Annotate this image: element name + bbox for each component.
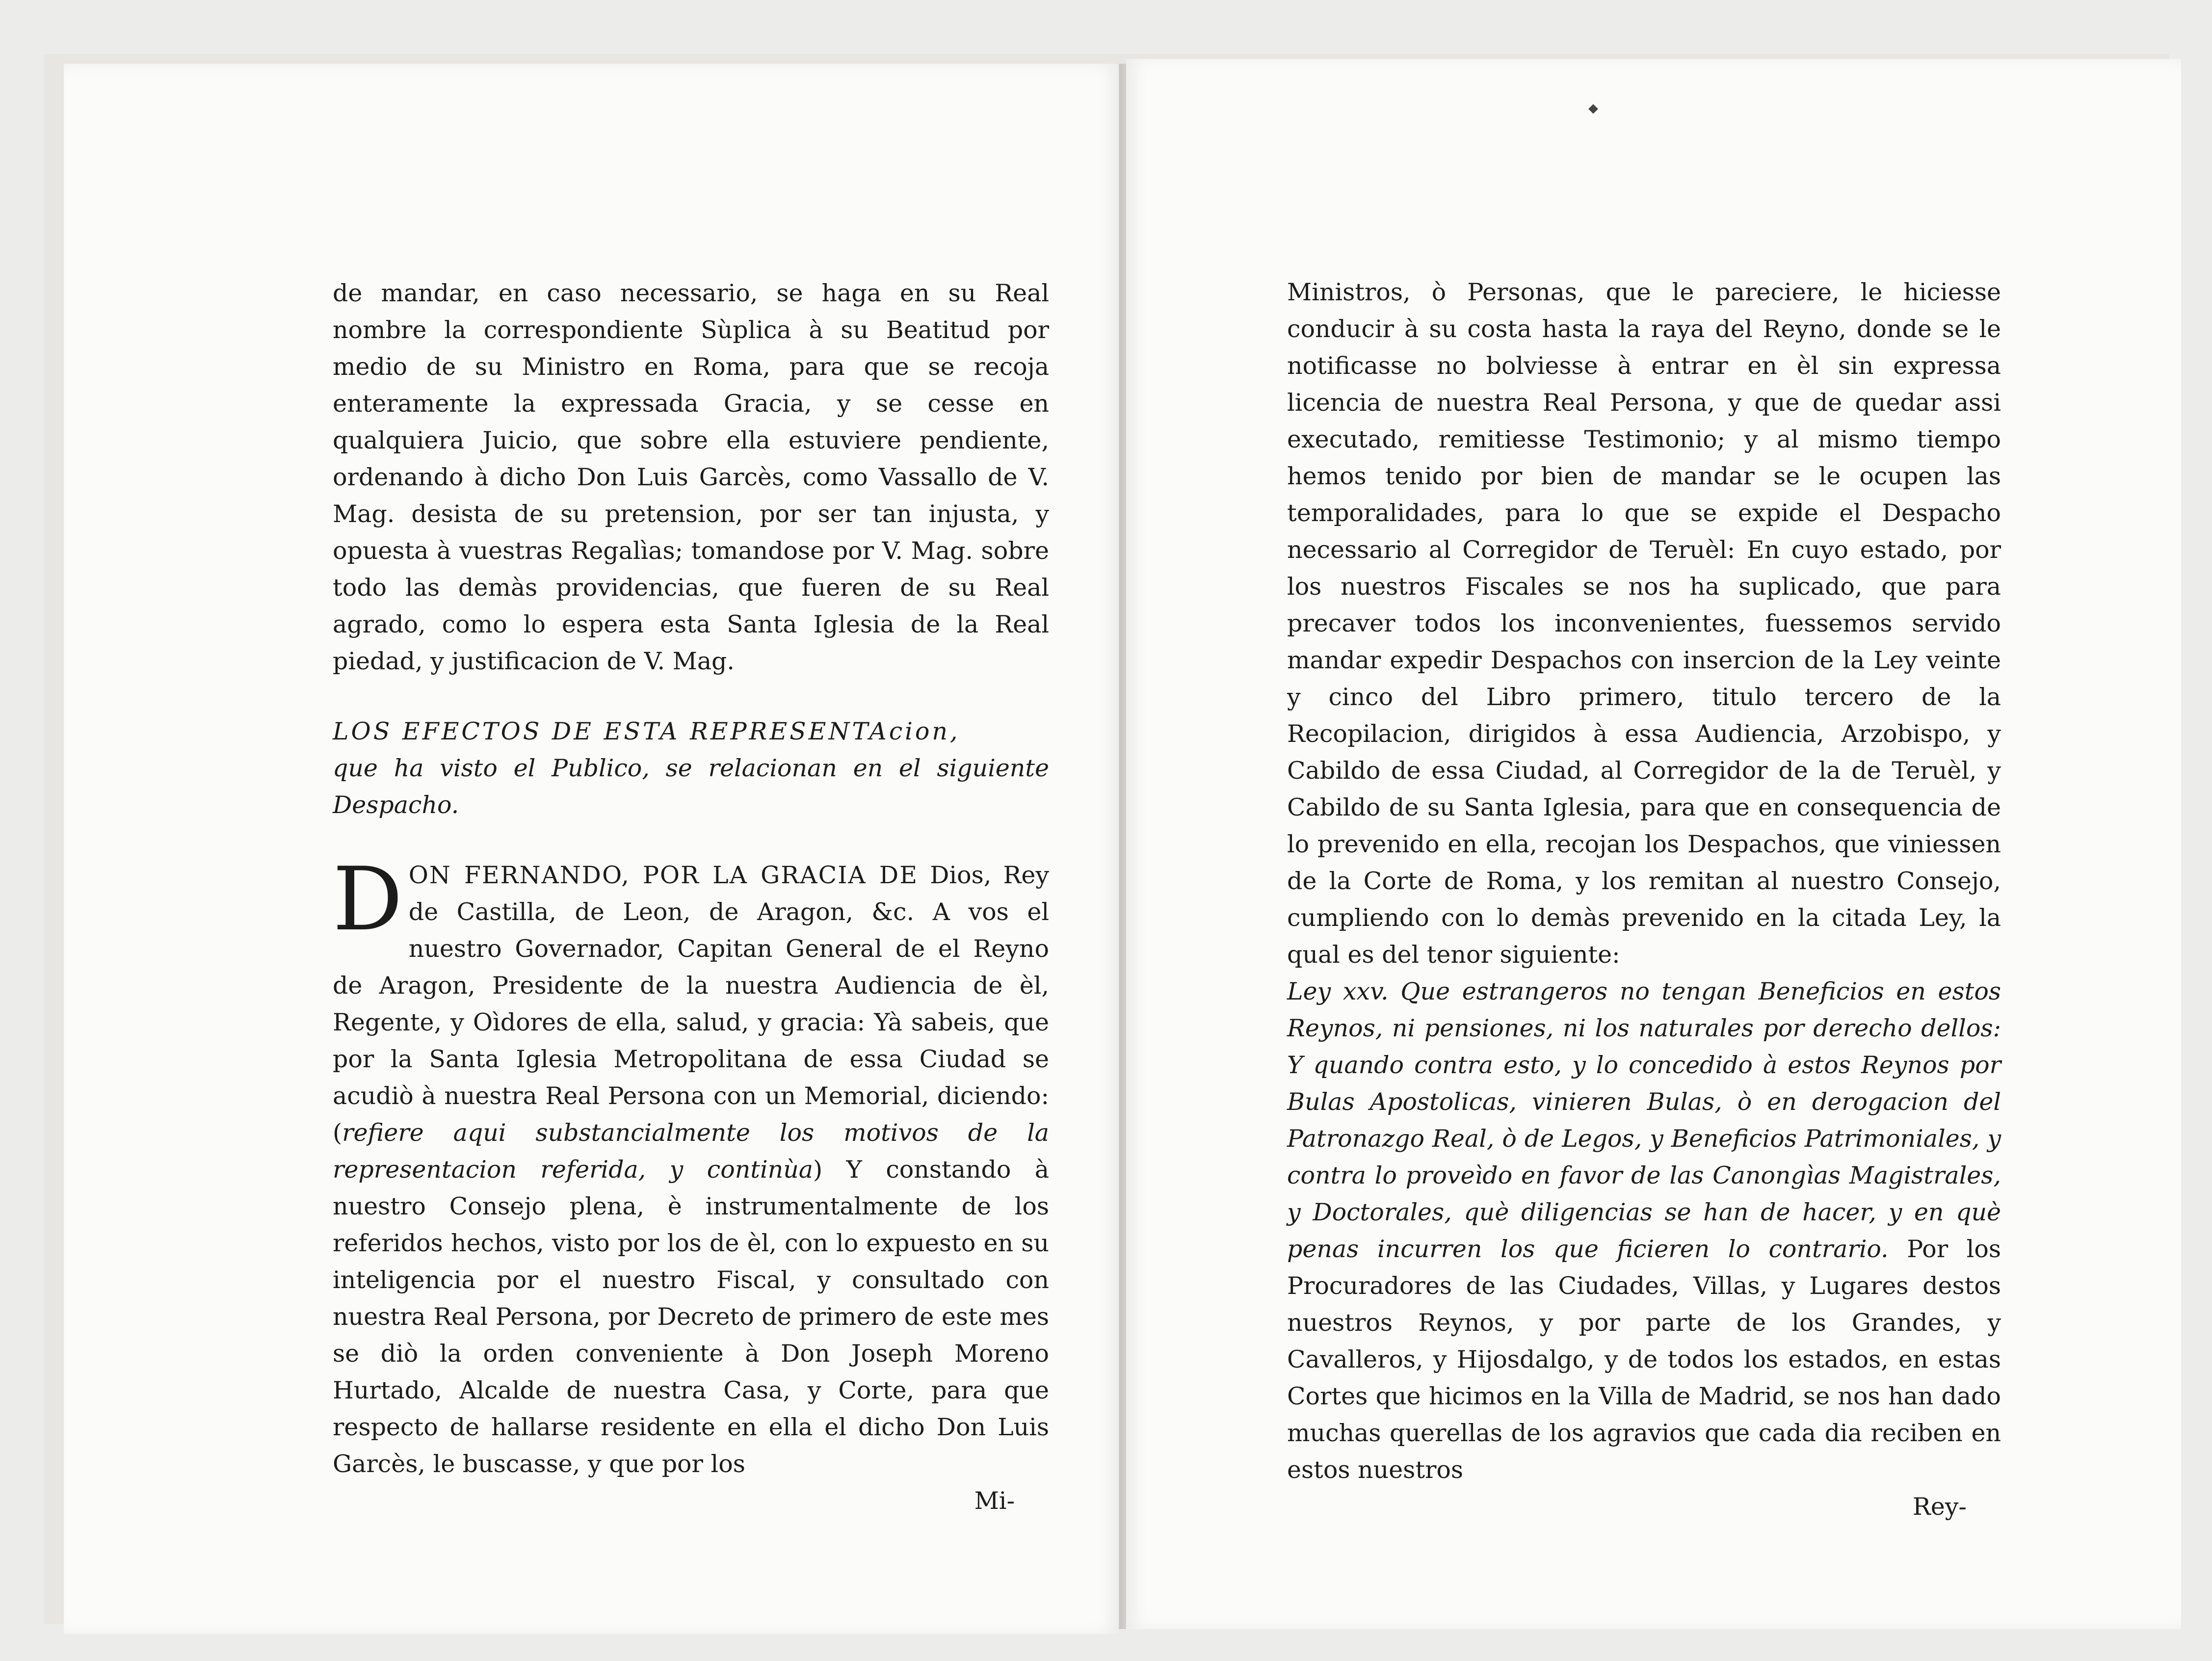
left-text-column xyxy=(333,275,1049,1519)
book-spread xyxy=(44,54,2169,1624)
left-catchword: Mi- xyxy=(974,1487,1015,1515)
left-page xyxy=(64,64,1119,1634)
page-mark-icon xyxy=(1588,104,1598,114)
left-paragraph-1: de mandar, en caso necessario, se haga en su Real nombre la correspondiente Sùplica à su Beatitud por medio de su Ministro en Roma, para que se recoja enteramente la expressada Gracia, y se cesse en qualquiera Juicio, que sobre ella estuviere pendiente, ordenando à dicho Don Luis Garcès, como Vassallo de V. Mag. desista de su pretension, por ser tan injusta, y opuesta à vuestras Regalìas; tomandose por V. Mag. sobre todo las demàs providencias, que fueren de su Real agrado, como lo espera esta Santa Iglesia de la Real piedad, y justificacion de V. Mag. xyxy=(333,279,1049,675)
drop-cap: D xyxy=(333,848,403,950)
decree-text-1: Dios, Rey de Castilla, de Leon, de Aragon, &c. A vos el nuestro Governador, Capitan General de el Reyno de Aragon, Presidente de la nuestra Audiencia de èl, Regente, y Oìdores de ella, salud, y gracia: Yà sabeis, que por la Santa Iglesia Metropolitana de essa Ciudad se acudiò à nuestra Real Persona con un Memorial, diciendo: ( xyxy=(333,861,1049,1147)
decree-paragraph xyxy=(333,848,1049,1482)
section-heading: LOS EFECTOS DE ESTA REPRESENTAcion, xyxy=(333,717,960,745)
section-subheading: que ha visto el Publico, se relacionan en el siguiente Despacho. xyxy=(333,754,1049,819)
right-paragraph-1: Ministros, ò Personas, que le pareciere, le hiciesse conducir à su costa hasta la raya del Reyno, donde se le notificasse no bolviesse à entrar en èl sin expressa licencia de nuestra Real Persona, y que de quedar assi executado, remitiesse Testimonio; y al mismo tiempo hemos tenido por bien de mandar se le ocupen las temporalidades, para lo que se expide el Despacho necessario al Corregidor de Teruèl: En cuyo estado, por los nuestros Fiscales se nos ha suplicado, que para precaver todos los inconvenientes, fuessemos servido mandar expedir Despachos con insercion de la Ley veinte y cinco del Libro primero, titulo tercero de la Recopilacion, dirigidos à essa Audiencia, Arzobispo, y Cabildo de essa Ciudad, al Corregidor de la de Teruèl, y Cabildo de su Santa Iglesia, para que en consequencia de lo prevenido en ella, recojan los Despachos, que viniessen de la Corte de Roma, y los remitan al nuestro Consejo, cumpliendo con lo demàs prevenido en la citada Ley, la qual es del tenor siguiente: xyxy=(1287,278,2001,969)
right-text-column xyxy=(1287,274,2001,1525)
right-paragraph-2: Por los Procuradores de las Ciudades, Villas, y Lugares destos nuestros Reynos, y por parte de los Grandes, y Cavalleros, y Hijosdalgo, y de todos los estados, en estas Cortes que hicimos en la Villa de Madrid, se nos han dado muchas querellas de los agravios que cada dia reciben en estos nuestros xyxy=(1287,1235,2001,1484)
right-catchword: Rey- xyxy=(1912,1493,1967,1521)
law-paragraph xyxy=(1287,973,2001,1488)
law-italic: Ley xxv. Que estrangeros no tengan Beneficios en estos Reynos, ni pensiones, ni los naturales por derecho dellos: Y quando contra esto, y lo concedido à estos Reynos por Bulas Apostolicas, vinieren Bulas, ò en derogacion del Patronazgo Real, ò de Legos, y Beneficios Patrimoniales, y contra lo proveìdo en favor de las Canongìas Magistrales, y Doctorales, què diligencias se han de hacer, y en què penas incurren los que ficieren lo contrario. xyxy=(1287,977,2001,1263)
decree-opening: ON FERNANDO, POR LA GRACIA DE xyxy=(408,861,918,889)
right-page xyxy=(1126,59,2181,1629)
decree-text-2: ) Y constando à nuestro Consejo plena, è instrumentalmente de los referidos hechos, visto por los de èl, con lo expuesto en su inteligencia por el nuestro Fiscal, y consultado con nuestra Real Persona, por Decreto de primero de este mes se diò la orden conveniente à Don Joseph Moreno Hurtado, Alcalde de nuestra Casa, y Corte, para que respecto de hallarse residente en ella el dicho Don Luis Garcès, le buscasse, y que por los xyxy=(333,1156,1049,1478)
decree-italic-1: refiere aqui substancialmente los motivos de la representacion referida, y continùa xyxy=(333,1119,1049,1184)
